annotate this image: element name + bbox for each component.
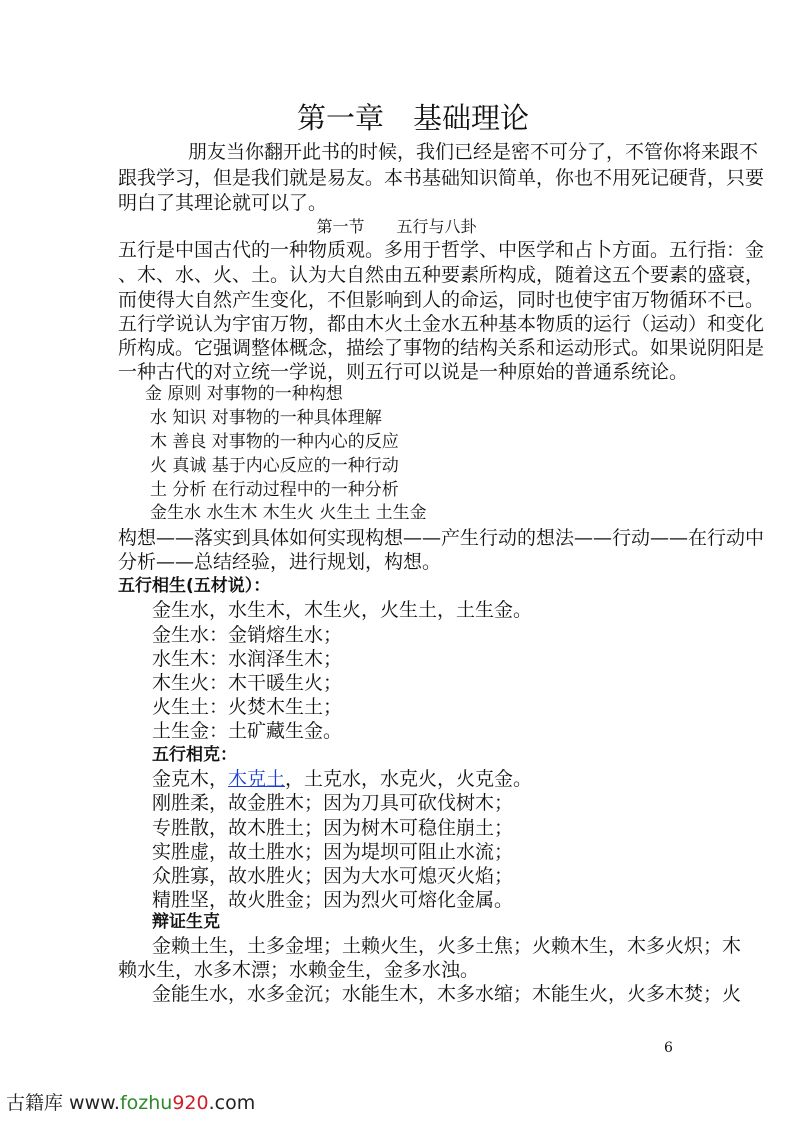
element-item: 土 分析 在行动过程中的一种分析 xyxy=(150,480,399,500)
sheng-item: 土生金：土矿藏生金。 xyxy=(152,720,343,742)
element-item: 金 原则 对事物的一种构想 xyxy=(145,384,343,404)
ke-item: 实胜虚，故土胜水；因为堤坝可阻止水流； xyxy=(152,841,514,863)
cycle-line: 分析——总结经验，进行规划，构想。 xyxy=(118,551,442,573)
bianzheng-heading: 辩证生克 xyxy=(152,912,220,932)
sheng-heading: 五行相生(五材说）： xyxy=(118,576,271,596)
ke-link[interactable]: 木克土 xyxy=(228,768,286,790)
cycle-line: 构想——落实到具体如何实现构想——产生行动的想法——行动——在行动中 xyxy=(118,527,765,549)
para-line: 一种古代的对立统一学说，则五行可以说是一种原始的普通系统论。 xyxy=(118,361,689,383)
para-line: 五行是中国古代的一种物质观。多用于哲学、中医学和占卜方面。五行指：金 xyxy=(118,239,765,261)
ke-item: 精胜坚，故火胜金；因为烈火可熔化金属。 xyxy=(152,889,514,911)
element-item: 火 真诚 基于内心反应的一种行动 xyxy=(150,456,399,476)
bianzheng-line: 金赖土生，土多金埋；土赖火生，火多土焦；火赖木生，木多火炽；木 xyxy=(152,935,742,957)
bianzheng-line: 赖水生，水多木漂；水赖金生，金多水浊。 xyxy=(118,959,480,981)
intro-line: 明白了其理论就可以了。 xyxy=(118,192,328,214)
watermark-text: 920 xyxy=(172,1092,209,1114)
para-line: 所构成。它强调整体概念，描绘了事物的结构关系和运动形式。如果说阴阳是 xyxy=(118,337,765,359)
sheng-item: 金生水：金销熔生水； xyxy=(152,624,343,646)
element-item: 木 善良 对事物的一种内心的反应 xyxy=(150,432,399,452)
intro-line: 朋友当你翻开此书的时候，我们已经是密不可分了，不管你将来跟不 xyxy=(188,141,759,163)
chapter-title: 第一章 基础理论 xyxy=(296,101,529,135)
ke-text: 金克木， xyxy=(152,768,229,790)
bianzheng-line: 金能生水，水多金沉；水能生木，木多水缩；木能生火，火多木焚；火 xyxy=(152,983,742,1005)
sheng-item: 水生木：水润泽生木； xyxy=(152,648,343,670)
ke-item: 刚胜柔，故金胜木；因为刀具可砍伐树木； xyxy=(152,792,514,814)
ke-heading: 五行相克： xyxy=(152,745,237,765)
intro-line: 跟我学习，但是我们就是易友。本书基础知识简单，你也不用死记硬背，只要 xyxy=(118,167,765,189)
ke-item: 专胜散，故木胜土；因为树木可稳住崩土； xyxy=(152,817,514,839)
watermark-text: 古籍库 www. xyxy=(6,1092,120,1114)
watermark-text: .com xyxy=(208,1092,256,1114)
para-line: 而使得大自然产生变化，不但影响到人的命运，同时也使宇宙万物循环不已。 xyxy=(118,289,765,311)
ke-item: 众胜寡，故水胜火；因为大水可熄灭火焰； xyxy=(152,865,514,887)
section-title: 第一节 五行与八卦 xyxy=(316,217,477,236)
sheng-item: 火生土：火焚木生土； xyxy=(152,696,343,718)
element-item: 水 知识 对事物的一种具体理解 xyxy=(150,408,382,428)
para-line: 五行学说认为宇宙万物，都由木火土金水五种基本物质的运行（运动）和变化 xyxy=(118,313,765,335)
watermark-text: fozhu xyxy=(119,1092,173,1114)
sheng-item: 木生火：木干暖生火； xyxy=(152,672,343,694)
element-item: 金生水 水生木 木生火 火生土 土生金 xyxy=(150,503,427,523)
para-line: 、木、水、火、土。认为大自然由五种要素所构成，随着这五个要素的盛衰， xyxy=(118,264,765,286)
ke-item xyxy=(152,767,708,791)
sheng-item: 金生水，水生木，木生火，火生土，土生金。 xyxy=(152,599,533,621)
page-number: 6 xyxy=(664,1040,673,1056)
watermark xyxy=(6,1088,255,1115)
ke-text: ，土克水，水克火，火克金。 xyxy=(285,768,533,790)
